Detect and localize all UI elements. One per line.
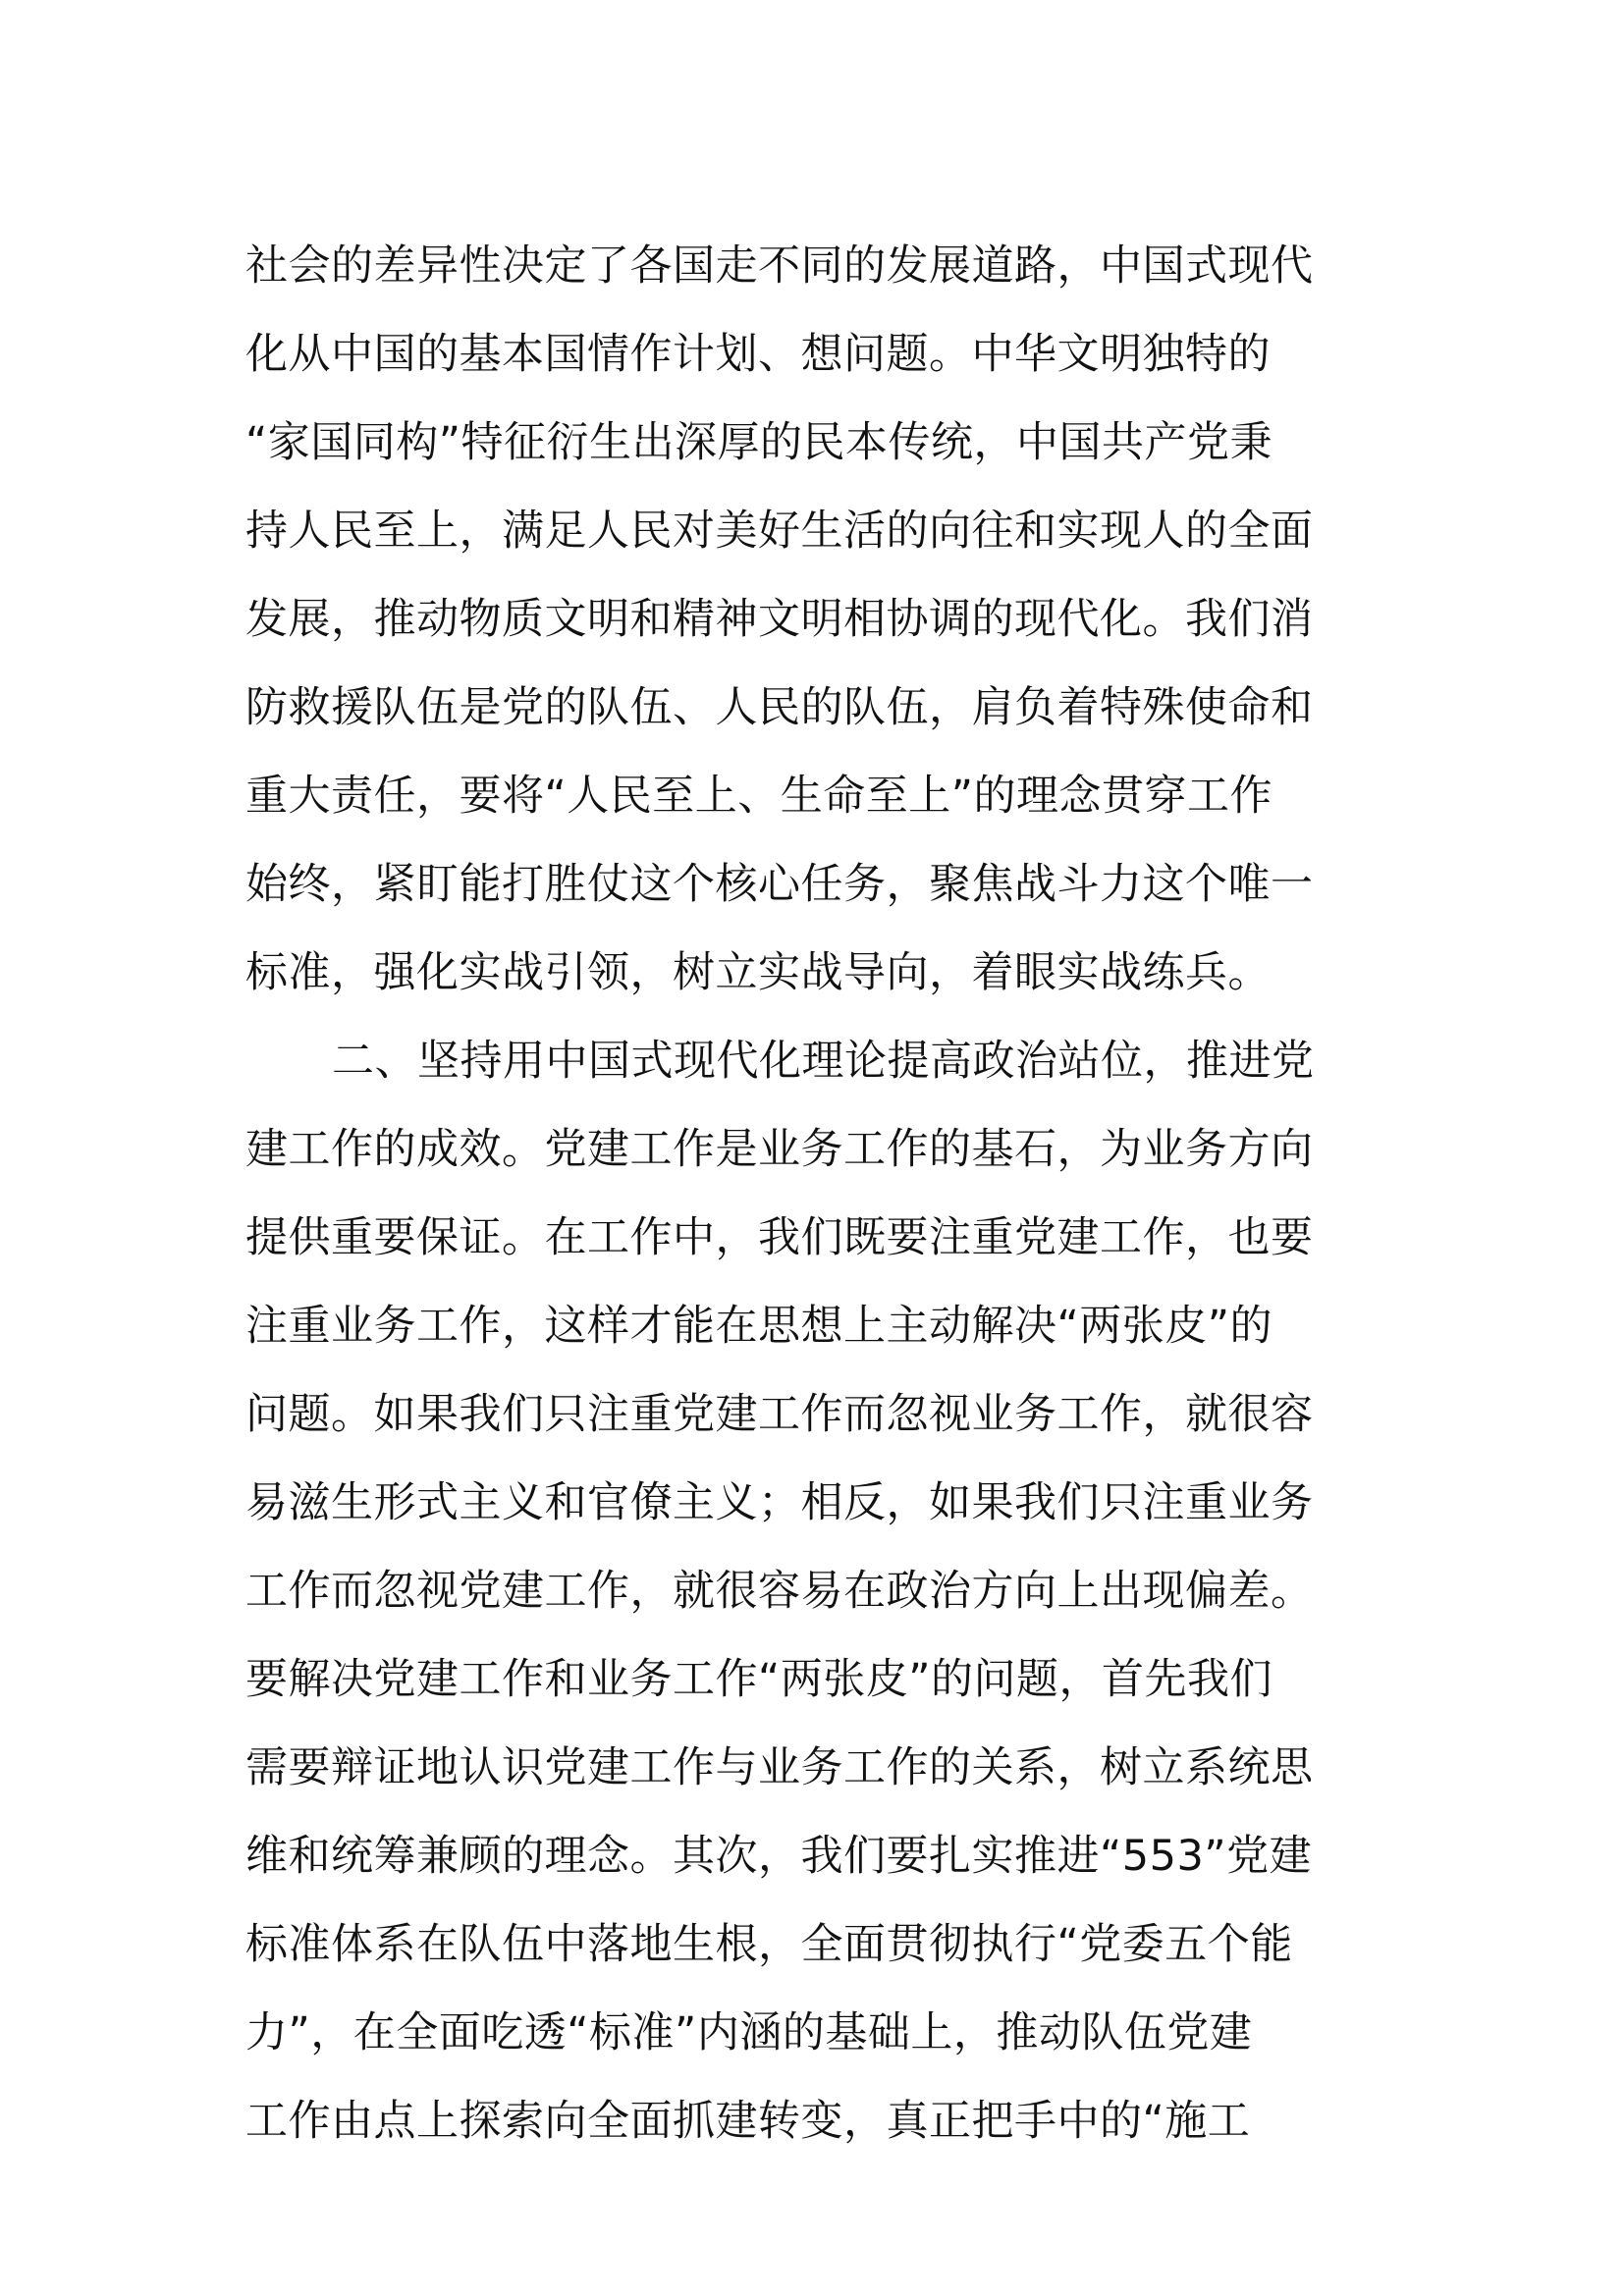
text-line: 提供重要保证。在工作中，我们既要注重党建工作，也要 — [245, 1213, 1314, 1262]
text-line: 重大责任，要将“人民至上、生命至上”的理念贯穿工作 — [245, 772, 1273, 821]
text-line: 发展，推动物质文明和精神文明相协调的现代化。我们消 — [245, 595, 1314, 644]
text-line: 问题。如果我们只注重党建工作而忽视业务工作，就很容 — [245, 1390, 1314, 1439]
text-line: 始终，紧盯能打胜仗这个核心任务，聚焦战斗力这个唯一 — [245, 860, 1314, 909]
text-line: 工作而忽视党建工作，就很容易在政治方向上出现偏差。 — [245, 1567, 1314, 1616]
text-line: 持人民至上，满足人民对美好生活的向往和实现人的全面 — [245, 507, 1314, 556]
text-line: 易滋生形式主义和官僚主义；相反，如果我们只注重业务 — [245, 1478, 1314, 1527]
text-line: “家国同构”特征衍生出深厚的民本传统，中国共产党秉 — [245, 418, 1273, 467]
text-line: 维和统筹兼顾的理念。其次，我们要扎实推进“553”党建 — [245, 1832, 1313, 1881]
text-line: 建工作的成效。党建工作是业务工作的基石，为业务方向 — [245, 1125, 1314, 1174]
text-line: 标准，强化实战引领，树立实战导向，着眼实战练兵。 — [245, 948, 1271, 997]
text-line: 要解决党建工作和业务工作“两张皮”的问题，首先我们 — [245, 1655, 1273, 1704]
text-line: 标准体系在队伍中落地生根，全面贯彻执行“党委五个能 — [245, 1920, 1293, 1969]
text-line: 需要辩证地认识党建工作与业务工作的关系，树立系统思 — [245, 1743, 1314, 1792]
text-line: 工作由点上探索向全面抓建转变，真正把手中的“施工 — [245, 2097, 1251, 2146]
section-heading-line: 二、坚持用中国式现代化理论提高政治站位，推进党 — [332, 1037, 1315, 1086]
text-line: 防救援队伍是党的队伍、人民的队伍，肩负着特殊使命和 — [245, 683, 1314, 732]
text-line: 注重业务工作，这样才能在思想上主动解决“两张皮”的 — [245, 1302, 1273, 1351]
body-text — [245, 222, 1394, 2165]
text-line: 力”，在全面吃透“标准”内涵的基础上，推动队伍党建 — [245, 2008, 1253, 2057]
text-line: 社会的差异性决定了各国走不同的发展道路，中国式现代 — [245, 241, 1314, 291]
text-line: 化从中国的基本国情作计划、想问题。中华文明独特的 — [245, 330, 1271, 379]
